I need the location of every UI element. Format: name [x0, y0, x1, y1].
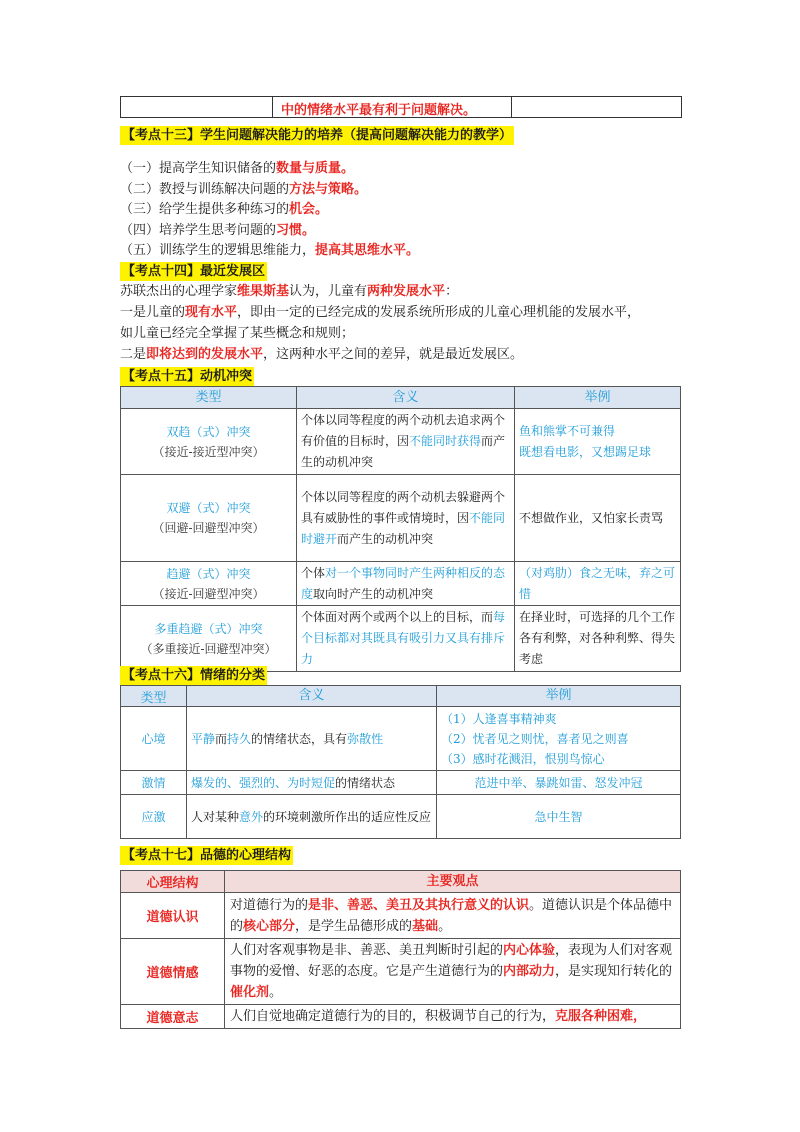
header-example: 举例 [515, 387, 681, 409]
header-meaning: 含义 [297, 387, 515, 409]
viewpoint-highlight: 核心部分 [243, 918, 296, 934]
meaning-text: 而产生的动机冲突 [301, 434, 506, 469]
section-16-heading: 【考点十六】情绪的分类 [122, 668, 266, 683]
header-structure: 心理结构 [121, 871, 225, 893]
header-type: 类型 [121, 686, 187, 707]
structure-type: 道德认识 [121, 893, 225, 939]
table-row [121, 893, 681, 939]
meaning-highlight: 不能同时获得 [409, 434, 482, 448]
continuation-text: 中的情绪水平最有利于问题解决。 [281, 103, 477, 118]
example-line: （1）人逢喜事精神爽 [441, 711, 557, 726]
continuation-table-row [120, 96, 682, 118]
header-type: 类型 [121, 387, 297, 409]
meaning-text: 而 [215, 731, 228, 746]
example-text: 在择业时，可选择的几个工作各有利弊，对各种利弊、得失考虑 [515, 606, 681, 672]
meaning-text: 个体以同等程度的两个动机去追求两个有价值的目标时，因 [301, 413, 506, 448]
meaning-text: 个体以同等程度的两个动机去躲避两个具有威胁性的事件或情境时，因 [301, 489, 506, 525]
meaning-text: 人对某种 [191, 809, 240, 824]
section-13-heading: 【考点十三】学生问题解决能力的培养（提高问题解决能力的教学） [122, 128, 513, 143]
emotion-type-table [120, 685, 681, 839]
table-header-row [121, 387, 681, 409]
motive-conflict-table [120, 386, 681, 672]
meaning-highlight: 为时短促 [287, 775, 336, 790]
header-meaning: 含义 [187, 686, 437, 707]
conflict-type: 双避（式）冲突 [166, 501, 251, 515]
emotion-type: 应激 [121, 795, 187, 839]
example-text: 鱼和熊掌不可兼得 既想看电影，又想踢足球 [515, 409, 681, 475]
conflict-subtype: （多重接近-回避型冲突） [140, 641, 277, 656]
table-row [121, 562, 681, 606]
meaning-highlight: 不能同时避开 [301, 510, 506, 546]
emotion-type: 心境 [121, 707, 187, 771]
moral-structure-table [120, 870, 681, 1029]
example-text: 不想做作业，又怕家长责骂 [515, 475, 681, 562]
conflict-type: 趋避（式）冲突 [166, 566, 251, 581]
viewpoint-highlight: 催化剂 [230, 985, 270, 1000]
s14-line-2: 一是儿童的现有水平，即由一定的已经完成的发展系统所形成的儿童心理机能的发展水平， [120, 305, 641, 320]
conflict-subtype: （回避-回避型冲突） [152, 521, 265, 535]
viewpoint-text: 人们对客观事物是非、善恶、美丑判断时引起的 [230, 943, 504, 958]
s14-line-3: 如儿童已经完全掌握了某些概念和规则； [120, 326, 355, 341]
viewpoint-highlight: 基础 [412, 918, 439, 934]
section-17-heading: 【考点十七】品德的心理结构 [122, 848, 292, 863]
meaning-text: 而产生的动机冲突 [337, 531, 434, 546]
viewpoint-text: 对道德行为的 [230, 897, 309, 913]
example-line: （3）感时花溅泪，恨别鸟惊心 [441, 751, 605, 766]
table-row [121, 939, 681, 1005]
s14-line-4: 二是即将达到的发展水平，这两种水平之间的差异，就是最近发展区。 [120, 347, 524, 362]
table-row [121, 409, 681, 475]
emotion-type: 激情 [121, 771, 187, 795]
table-row [121, 606, 681, 672]
viewpoint-text: 。道德认识是个体品德中的 [230, 897, 673, 934]
s13-item-4: （四）培养学生思考问题的习惯。 [120, 223, 316, 238]
table-row [121, 1005, 681, 1029]
viewpoint-text: 人们自觉地确定道德行为的目的，积极调节自己的行为， [230, 1009, 556, 1024]
meaning-text: 的环境刺激所作出的适应性反应 [263, 809, 432, 824]
meaning-highlight: 对一个事物同时产生两种相反的态度 [301, 565, 506, 601]
viewpoint-text: ，是学生品德形成的 [295, 918, 413, 934]
section-15-heading: 【考点十五】动机冲突 [122, 369, 253, 384]
viewpoint-highlight: 内部动力 [503, 964, 556, 979]
example-cell [437, 707, 681, 771]
meaning-highlight: 平静 [191, 731, 216, 746]
example-text: （对鸡肋）食之无味，弃之可惜 [515, 562, 681, 606]
meaning-highlight: 每个目标都对其既具有吸引力又具有排斥力 [301, 610, 506, 666]
structure-type: 道德情感 [121, 939, 225, 1005]
example-line: （2）忧者见之则忧，喜者见之则喜 [441, 731, 629, 746]
meaning-text: 的情绪状态，具有 [251, 731, 348, 746]
viewpoint-text: 。 [269, 985, 283, 1000]
s13-item-5: （五）训练学生的逻辑思维能力，提高其思维水平。 [120, 243, 420, 258]
header-example: 举例 [437, 686, 681, 707]
table-row [121, 795, 681, 839]
meaning-text: 取向时产生的动机冲突 [313, 586, 434, 601]
viewpoint-text: 。 [438, 918, 452, 934]
conflict-subtype: （接近-回避型冲突） [152, 586, 265, 601]
conflict-subtype: （接近-接近型冲突） [152, 444, 265, 459]
meaning-highlight: 爆发的、强烈的、 [191, 775, 288, 790]
s13-item-3: （三）给学生提供多种练习的机会。 [120, 202, 329, 217]
meaning-text: 的情绪状态 [335, 775, 396, 790]
table-row [121, 771, 681, 795]
viewpoint-cell [225, 939, 681, 1005]
conflict-type: 多重趋避（式）冲突 [154, 621, 263, 636]
example-text: 急中生智 [437, 795, 681, 839]
conflict-type: 双趋（式）冲突 [166, 424, 251, 439]
meaning-highlight: 弥散性 [347, 731, 384, 746]
viewpoint-cell [225, 1005, 681, 1029]
meaning-text: 个体 [301, 565, 326, 580]
viewpoint-highlight: 内心体验 [503, 943, 556, 958]
s13-item-2: （二）教授与训练解决问题的方法与策略。 [120, 182, 368, 197]
s13-item-1: （一）提高学生知识储备的数量与质量。 [120, 161, 355, 176]
structure-type: 道德意志 [121, 1005, 225, 1029]
example-text: 范进中举、暴跳如雷、怒发冲冠 [437, 771, 681, 795]
table-header-row [121, 686, 681, 707]
viewpoint-cell [225, 893, 681, 939]
viewpoint-text: ，表现为人们对客观事物的爱憎、好恶的态度。它是产生道德行为的 [230, 943, 673, 979]
viewpoint-highlight: 是非、善恶、美丑及其执行意义的认识 [308, 897, 530, 913]
viewpoint-highlight: 克服各种困难， [555, 1009, 647, 1024]
table-row [121, 475, 681, 562]
header-viewpoint: 主要观点 [225, 871, 681, 893]
table-header-row [121, 871, 681, 893]
s14-line-1: 苏联杰出的心理学家维果斯基认为，儿童有两种发展水平： [120, 284, 459, 299]
meaning-highlight: 意外 [239, 809, 264, 824]
table-row [121, 707, 681, 771]
viewpoint-text: ，是实现知行转化的 [555, 964, 673, 979]
meaning-text: 个体面对两个或两个以上的目标，而 [301, 610, 494, 624]
section-14-heading: 【考点十四】最近发展区 [122, 264, 266, 279]
meaning-highlight: 持久 [227, 731, 252, 746]
